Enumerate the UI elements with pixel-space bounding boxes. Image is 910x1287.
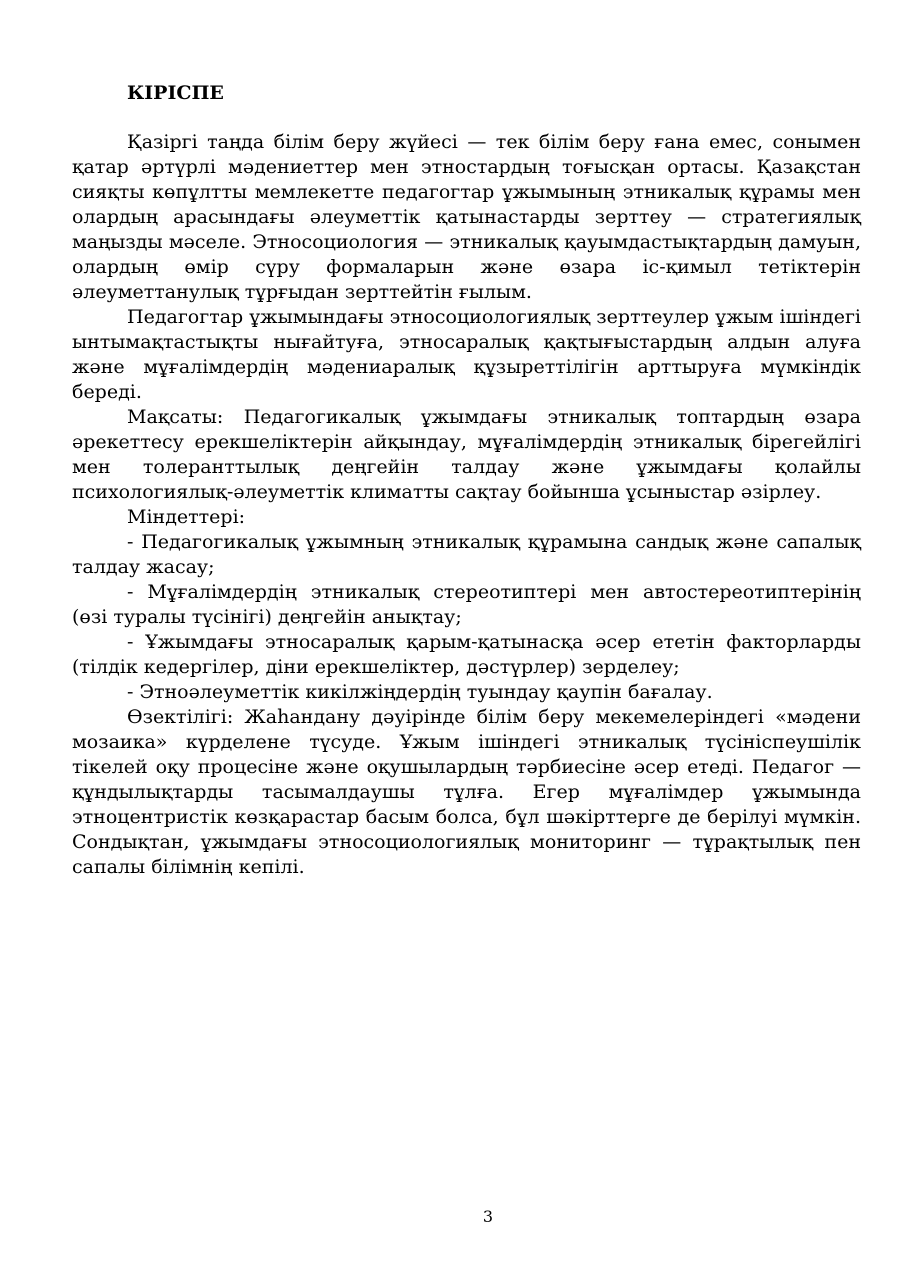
paragraph-goal: Мақсаты: Педагогикалық ұжымдағы этникалық топтардың өзара әрекеттесу ерекшеліктерін айқындау, мұғалімдердің этникалық бірегейлігі мен толеранттылық деңгейін талдау және ұжымдағы қолайлы психологиялық-әлеуметтік климатты сақтау бойынша ұсыныстар әзірлеу.	[72, 406, 861, 503]
section-heading: КІРІСПЕ	[127, 82, 224, 104]
list-item-task-2: - Мұғалімдердің этникалық стереотиптері мен автостереотиптерінің (өзі туралы түсінігі) деңгейін анықтау;	[72, 581, 861, 628]
paragraph-tasks-heading: Міндеттері:	[127, 506, 246, 528]
paragraph-intro: Қазіргі таңда білім беру жүйесі — тек білім беру ғана емес, сонымен қатар әртүрлі мәдениеттер мен этностардың тоғысқан ортасы. Қазақстан сияқты көпұлтты мемлекетте педагогтар ұжымының этникалық құрамы мен олардың арасындағы әлеуметтік қатынастарды зерттеу — стратегиялық маңызды мәселе. Этносоциология — этникалық қауымдастықтардың дамуын, олардың өмір сүру формаларын және өзара іс-қимыл тетіктерін әлеуметтанулық тұрғыдан зерттейтін ғылым.	[72, 131, 861, 303]
paragraph-research-benefits: Педагогтар ұжымындағы этносоциологиялық зерттеулер ұжым ішіндегі ынтымақтастықты нығайтуға, этносаралық қақтығыстардың алдын алуға және мұғалімдердің мәдениаралық құзыреттілігін арттыруға мүмкіндік береді.	[72, 306, 861, 403]
list-item-task-1: - Педагогикалық ұжымның этникалық құрамына сандық және сапалық талдау жасау;	[72, 531, 861, 578]
page-content	[72, 80, 861, 880]
list-item-task-3: - Ұжымдағы этносаралық қарым-қатынасқа әсер ететін факторларды (тілдік кедергілер, діни ерекшеліктер, дәстүрлер) зерделеу;	[72, 631, 861, 678]
page-number: 3	[482, 1207, 494, 1226]
paragraph-relevance: Өзектілігі: Жаһандану дәуірінде білім беру мекемелеріндегі «мәдени мозаика» күрделене түсуде. Ұжым ішіндегі этникалық түсініспеушілік тікелей оқу процесіне және оқушылардың тәрбиесіне әсер етеді. Педагог — құндылықтарды тасымалдаушы тұлға. Егер мұғалімдер ұжымында этноцентристік көзқарастар басым болса, бұл шәкірттерге де берілуі мүмкін. Сондықтан, ұжымдағы этносоциологиялық мониторинг — тұрақтылық пен сапалы білімнің кепілі.	[72, 706, 861, 878]
list-item-task-4: - Этноәлеуметтік кикілжіңдердің туындау қаупін бағалау.	[127, 681, 713, 703]
